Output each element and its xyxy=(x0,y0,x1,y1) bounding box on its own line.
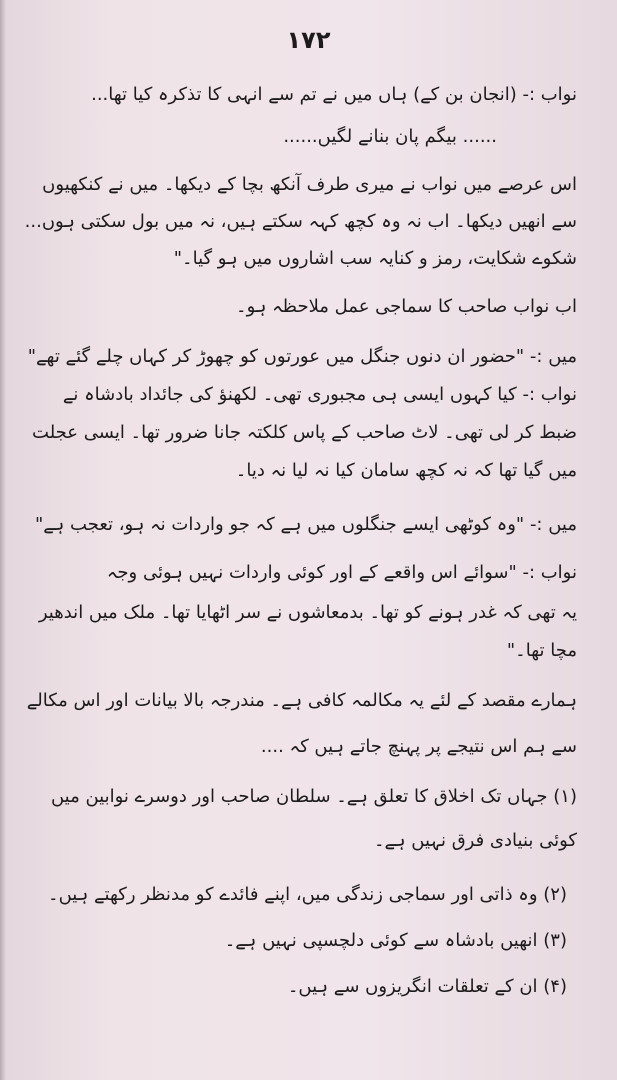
text-line: ہمارے مقصد کے لئے یہ مکالمہ کافی ہے۔ مندرجہ بالا بیانات اور اس مکالے xyxy=(26,690,577,711)
list-item: (۴) ان کے تعلقات انگریزوں سے ہیں۔ xyxy=(287,976,567,997)
text-line: یہ تھی کہ غدر ہونے کو تھا۔ بدمعاشوں نے سر اٹھایا تھا۔ ملک میں اندھیر xyxy=(38,602,577,623)
text-line: سے ہم اس نتیجے پر پہنچ جاتے ہیں کہ .... xyxy=(260,736,577,757)
text-line: شکوے شکایت، رمز و کنایہ سب اشاروں میں ہو گیا۔" xyxy=(173,248,577,269)
text-line: اب نواب صاحب کا سماجی عمل ملاحظہ ہو۔ xyxy=(236,296,577,317)
text-line: میں گیا تھا کہ نہ کچھ سامان کیا نہ لیا نہ دیا۔ xyxy=(235,460,577,481)
text-line: کوئی بنیادی فرق نہیں ہے۔ xyxy=(373,830,577,851)
page-gutter-shadow xyxy=(0,0,6,1080)
list-item: (۳) انھیں بادشاہ سے کوئی دلچسپی نہیں ہے۔ xyxy=(224,930,567,951)
text-line: مچا تھا۔" xyxy=(506,640,577,661)
text-line: میں :- "وہ کوٹھی ایسے جنگلوں میں ہے کہ جو واردات نہ ہو، تعجب ہے" xyxy=(34,514,577,535)
text-line: نواب :- "سوائے اس واقعے کے اور کوئی واردات نہیں ہوئی وجہ xyxy=(106,562,577,583)
text-line: سے انھیں دیکھا۔ اب نہ وہ کچھ کہہ سکتے ہیں، نہ میں بول سکتی ہوں... xyxy=(24,211,577,232)
text-line: نواب :- (انجان بن کے) ہاں میں نے تم سے انہی کا تذکرہ کیا تھا... xyxy=(91,84,577,105)
list-item: (۲) وہ ذاتی اور سماجی زندگی میں، اپنے فائدے کو مدنظر رکھتے ہیں۔ xyxy=(48,884,567,905)
text-line: نواب :- کیا کہوں ایسی ہی مجبوری تھی۔ لکھنؤ کی جائداد بادشاہ نے xyxy=(62,384,577,405)
text-line: ضبط کر لی تھی۔ لاٹ صاحب کے پاس کلکتہ جانا ضرور تھا۔ ایسی عجلت xyxy=(32,422,577,443)
text-line: اس عرصے میں نواب نے میری طرف آنکھ بچا کے دیکھا۔ میں نے کنکھیوں xyxy=(42,174,577,195)
text-line: میں :- "حضور ان دنوں جنگل میں عورتوں کو چھوڑ کر کہاں چلے گئے تھے" xyxy=(27,346,577,367)
list-item: (۱) جہاں تک اخلاق کا تعلق ہے۔ سلطان صاحب اور دوسرے نوابین میں xyxy=(50,786,577,807)
text-line: ...... بیگم پان بنانے لگیں...... xyxy=(283,126,497,147)
page-number: ۱۷۲ xyxy=(286,26,331,54)
